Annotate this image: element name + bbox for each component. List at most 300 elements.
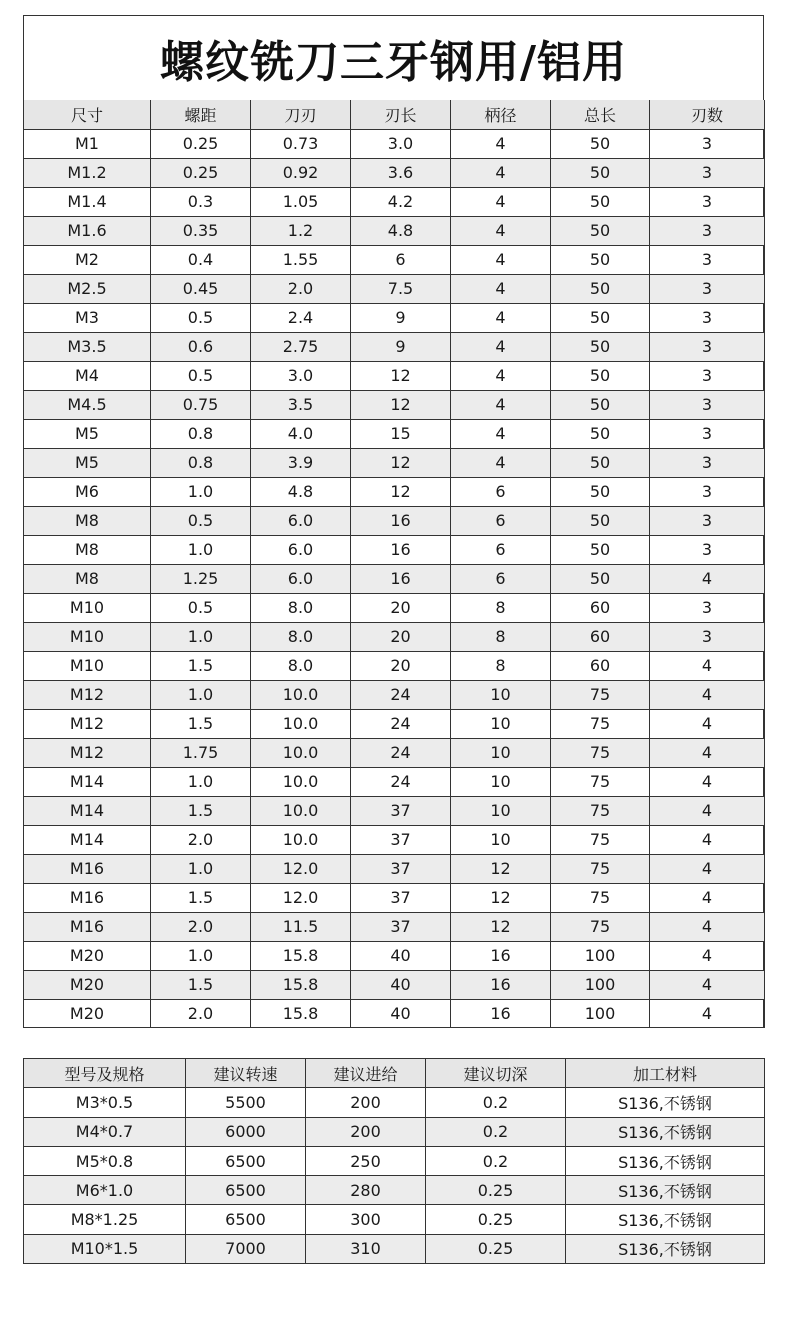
table-cell: 2.4 bbox=[251, 303, 351, 332]
table-row bbox=[24, 738, 765, 767]
table-cell: M2.5 bbox=[24, 274, 151, 303]
table-cell: 20 bbox=[351, 651, 451, 680]
table-cell: 4 bbox=[650, 709, 765, 738]
table-cell: 40 bbox=[351, 941, 451, 970]
table-cell: M2 bbox=[24, 245, 151, 274]
table-cell: 5500 bbox=[186, 1088, 306, 1117]
table-cell: 4 bbox=[650, 883, 765, 912]
table-row bbox=[24, 651, 765, 680]
table-cell: 15.8 bbox=[251, 970, 351, 999]
table-cell: 9 bbox=[351, 303, 451, 332]
table-cell: 75 bbox=[551, 796, 650, 825]
table-cell: S136,不锈钢 bbox=[566, 1117, 765, 1146]
table-cell: 3 bbox=[650, 593, 765, 622]
column-header: 加工材料 bbox=[566, 1059, 765, 1088]
table-cell: 8.0 bbox=[251, 651, 351, 680]
table-cell: M1.4 bbox=[24, 187, 151, 216]
table-row bbox=[24, 912, 765, 941]
table-cell: 10 bbox=[451, 738, 551, 767]
table-cell: 16 bbox=[351, 506, 451, 535]
table-row bbox=[24, 883, 765, 912]
table-cell: 3 bbox=[650, 390, 765, 419]
table-cell: 3 bbox=[650, 506, 765, 535]
table-cell: 4 bbox=[451, 216, 551, 245]
table-cell: 50 bbox=[551, 419, 650, 448]
table-cell: 10 bbox=[451, 767, 551, 796]
table-cell: 0.3 bbox=[151, 187, 251, 216]
table-cell: 4.0 bbox=[251, 419, 351, 448]
table-cell: 0.45 bbox=[151, 274, 251, 303]
table-cell: 6500 bbox=[186, 1176, 306, 1205]
table-cell: 3 bbox=[650, 332, 765, 361]
table-cell: 4 bbox=[451, 390, 551, 419]
table-cell: 4 bbox=[451, 245, 551, 274]
table-cell: M12 bbox=[24, 738, 151, 767]
table-cell: 0.75 bbox=[151, 390, 251, 419]
table-cell: 6500 bbox=[186, 1205, 306, 1234]
table-cell: 75 bbox=[551, 738, 650, 767]
page-title: 螺纹铣刀三牙钢用/铝用 bbox=[24, 16, 763, 101]
table-cell: 6 bbox=[451, 564, 551, 593]
table-row bbox=[24, 332, 765, 361]
table-cell: 20 bbox=[351, 593, 451, 622]
table-cell: 4 bbox=[451, 419, 551, 448]
table-cell: 2.0 bbox=[151, 999, 251, 1028]
table-row bbox=[24, 1205, 765, 1234]
table-cell: 4.2 bbox=[351, 187, 451, 216]
table-cell: 4 bbox=[650, 564, 765, 593]
table-cell: 50 bbox=[551, 187, 650, 216]
table-cell: 0.5 bbox=[151, 303, 251, 332]
table-cell: 3 bbox=[650, 622, 765, 651]
table-row bbox=[24, 622, 765, 651]
table-cell: 50 bbox=[551, 390, 650, 419]
table-cell: 4 bbox=[650, 680, 765, 709]
table-cell: 37 bbox=[351, 796, 451, 825]
table-cell: 12 bbox=[451, 883, 551, 912]
table-cell: 50 bbox=[551, 274, 650, 303]
table-cell: 1.0 bbox=[151, 854, 251, 883]
table-cell: 1.0 bbox=[151, 941, 251, 970]
table-cell: 75 bbox=[551, 912, 650, 941]
table-cell: 0.4 bbox=[151, 245, 251, 274]
table-cell: 1.2 bbox=[251, 216, 351, 245]
table-cell: 10 bbox=[451, 825, 551, 854]
table-cell: 4 bbox=[451, 158, 551, 187]
table-cell: 1.25 bbox=[151, 564, 251, 593]
table-cell: M1.2 bbox=[24, 158, 151, 187]
table-row bbox=[24, 390, 765, 419]
column-header: 刃长 bbox=[351, 100, 451, 129]
table-row bbox=[24, 825, 765, 854]
table-cell: 3.0 bbox=[251, 361, 351, 390]
table-cell: 16 bbox=[451, 999, 551, 1028]
table-cell: 75 bbox=[551, 680, 650, 709]
table-cell: 4 bbox=[451, 187, 551, 216]
header-row bbox=[24, 100, 765, 129]
table-cell: 3 bbox=[650, 477, 765, 506]
table-cell: 12 bbox=[351, 361, 451, 390]
table-cell: 50 bbox=[551, 303, 650, 332]
table-cell: 4 bbox=[451, 361, 551, 390]
column-header: 建议切深 bbox=[426, 1059, 566, 1088]
column-header: 尺寸 bbox=[24, 100, 151, 129]
table-cell: 40 bbox=[351, 999, 451, 1028]
column-header: 刃数 bbox=[650, 100, 765, 129]
table-cell: 4 bbox=[650, 651, 765, 680]
table-cell: 1.5 bbox=[151, 709, 251, 738]
table-cell: M8 bbox=[24, 506, 151, 535]
table-cell: 6 bbox=[451, 506, 551, 535]
table-cell: M3*0.5 bbox=[24, 1088, 186, 1117]
table-cell: 6 bbox=[451, 477, 551, 506]
table-cell: 6.0 bbox=[251, 564, 351, 593]
table-cell: 0.25 bbox=[426, 1234, 566, 1263]
table-cell: 3 bbox=[650, 158, 765, 187]
table-cell: M5*0.8 bbox=[24, 1146, 186, 1175]
table-cell: 4 bbox=[451, 274, 551, 303]
table-cell: 3 bbox=[650, 361, 765, 390]
table-cell: 0.25 bbox=[426, 1176, 566, 1205]
table-cell: 3.5 bbox=[251, 390, 351, 419]
table-cell: 1.55 bbox=[251, 245, 351, 274]
table-cell: M8 bbox=[24, 535, 151, 564]
table-cell: 0.8 bbox=[151, 448, 251, 477]
table-cell: 3 bbox=[650, 187, 765, 216]
table-cell: 1.05 bbox=[251, 187, 351, 216]
table-cell: 50 bbox=[551, 245, 650, 274]
table-row bbox=[24, 767, 765, 796]
column-header: 总长 bbox=[551, 100, 650, 129]
column-header: 螺距 bbox=[151, 100, 251, 129]
table-cell: 1.5 bbox=[151, 883, 251, 912]
table-cell: 6 bbox=[351, 245, 451, 274]
table-cell: 0.92 bbox=[251, 158, 351, 187]
table-row bbox=[24, 564, 765, 593]
table-cell: 4 bbox=[650, 970, 765, 999]
table-cell: 6.0 bbox=[251, 535, 351, 564]
table-cell: 16 bbox=[351, 564, 451, 593]
table-cell: 3.9 bbox=[251, 448, 351, 477]
table-cell: 24 bbox=[351, 767, 451, 796]
table-cell: 50 bbox=[551, 506, 650, 535]
table-cell: 15.8 bbox=[251, 999, 351, 1028]
table-cell: 6500 bbox=[186, 1146, 306, 1175]
table-cell: 10.0 bbox=[251, 709, 351, 738]
table-cell: M5 bbox=[24, 448, 151, 477]
table-cell: 60 bbox=[551, 593, 650, 622]
table-cell: 0.2 bbox=[426, 1088, 566, 1117]
table-cell: 8 bbox=[451, 593, 551, 622]
table-cell: 0.2 bbox=[426, 1146, 566, 1175]
table-cell: 75 bbox=[551, 767, 650, 796]
table-cell: 0.5 bbox=[151, 593, 251, 622]
table-cell: 3 bbox=[650, 274, 765, 303]
table-row bbox=[24, 854, 765, 883]
table-cell: 8.0 bbox=[251, 622, 351, 651]
table-row bbox=[24, 999, 765, 1028]
table-row bbox=[24, 1146, 765, 1175]
table-cell: 8 bbox=[451, 622, 551, 651]
table-cell: 200 bbox=[306, 1088, 426, 1117]
table-row bbox=[24, 216, 765, 245]
table-cell: M14 bbox=[24, 767, 151, 796]
table-cell: 3 bbox=[650, 216, 765, 245]
table-cell: M20 bbox=[24, 941, 151, 970]
table-cell: 12 bbox=[451, 854, 551, 883]
table-cell: 3 bbox=[650, 129, 765, 158]
table-cell: 10 bbox=[451, 796, 551, 825]
table-cell: M5 bbox=[24, 419, 151, 448]
table-cell: 3 bbox=[650, 245, 765, 274]
table-cell: M14 bbox=[24, 796, 151, 825]
table-cell: M20 bbox=[24, 999, 151, 1028]
table-cell: 2.0 bbox=[151, 825, 251, 854]
table-cell: 0.2 bbox=[426, 1117, 566, 1146]
table-cell: 1.5 bbox=[151, 796, 251, 825]
table-cell: 60 bbox=[551, 651, 650, 680]
table-cell: 300 bbox=[306, 1205, 426, 1234]
table-cell: 50 bbox=[551, 129, 650, 158]
table-cell: 6000 bbox=[186, 1117, 306, 1146]
table-cell: M8 bbox=[24, 564, 151, 593]
table-cell: 16 bbox=[451, 970, 551, 999]
table-cell: 24 bbox=[351, 680, 451, 709]
table-row bbox=[24, 274, 765, 303]
table-row bbox=[24, 709, 765, 738]
table-cell: 2.75 bbox=[251, 332, 351, 361]
table-cell: 1.0 bbox=[151, 477, 251, 506]
table-cell: 24 bbox=[351, 738, 451, 767]
table-cell: 200 bbox=[306, 1117, 426, 1146]
table-cell: 50 bbox=[551, 361, 650, 390]
table-cell: M1.6 bbox=[24, 216, 151, 245]
table-cell: 50 bbox=[551, 535, 650, 564]
table-cell: 12.0 bbox=[251, 883, 351, 912]
table-cell: 75 bbox=[551, 825, 650, 854]
table-cell: 37 bbox=[351, 825, 451, 854]
table-cell: 75 bbox=[551, 854, 650, 883]
table-cell: 2.0 bbox=[151, 912, 251, 941]
spec-table-container bbox=[23, 15, 764, 1028]
table-cell: M4.5 bbox=[24, 390, 151, 419]
table-cell: 16 bbox=[451, 941, 551, 970]
table-cell: 1.0 bbox=[151, 535, 251, 564]
table-cell: 15 bbox=[351, 419, 451, 448]
table-cell: 50 bbox=[551, 332, 650, 361]
table-cell: 310 bbox=[306, 1234, 426, 1263]
table-cell: M16 bbox=[24, 883, 151, 912]
table-row bbox=[24, 419, 765, 448]
table-row bbox=[24, 158, 765, 187]
table-cell: 50 bbox=[551, 216, 650, 245]
column-header: 刀刃 bbox=[251, 100, 351, 129]
table-cell: 4 bbox=[650, 912, 765, 941]
param-table-container bbox=[23, 1058, 764, 1264]
table-cell: 10 bbox=[451, 709, 551, 738]
table-cell: 10.0 bbox=[251, 738, 351, 767]
table-cell: 10.0 bbox=[251, 796, 351, 825]
table-cell: 37 bbox=[351, 912, 451, 941]
table-cell: 4 bbox=[650, 854, 765, 883]
table-cell: 2.0 bbox=[251, 274, 351, 303]
table-cell: M3 bbox=[24, 303, 151, 332]
table-cell: S136,不锈钢 bbox=[566, 1146, 765, 1175]
table-cell: M16 bbox=[24, 854, 151, 883]
table-cell: 15.8 bbox=[251, 941, 351, 970]
table-cell: 3.0 bbox=[351, 129, 451, 158]
table-cell: 12 bbox=[351, 477, 451, 506]
table-cell: 75 bbox=[551, 709, 650, 738]
table-cell: 4.8 bbox=[351, 216, 451, 245]
table-cell: 0.6 bbox=[151, 332, 251, 361]
table-cell: 37 bbox=[351, 854, 451, 883]
table-cell: S136,不锈钢 bbox=[566, 1176, 765, 1205]
table-cell: 0.35 bbox=[151, 216, 251, 245]
table-cell: M12 bbox=[24, 680, 151, 709]
table-row bbox=[24, 1117, 765, 1146]
table-cell: 4 bbox=[451, 129, 551, 158]
table-cell: M12 bbox=[24, 709, 151, 738]
table-cell: 4 bbox=[650, 999, 765, 1028]
column-header: 柄径 bbox=[451, 100, 551, 129]
table-cell: M3.5 bbox=[24, 332, 151, 361]
table-cell: 20 bbox=[351, 622, 451, 651]
table-cell: 6 bbox=[451, 535, 551, 564]
table-cell: 4 bbox=[650, 941, 765, 970]
table-cell: 50 bbox=[551, 448, 650, 477]
table-cell: M14 bbox=[24, 825, 151, 854]
table-row bbox=[24, 535, 765, 564]
spec-table bbox=[23, 100, 765, 1028]
table-cell: 1.0 bbox=[151, 767, 251, 796]
table-cell: 100 bbox=[551, 970, 650, 999]
table-cell: S136,不锈钢 bbox=[566, 1234, 765, 1263]
table-cell: 16 bbox=[351, 535, 451, 564]
table-row bbox=[24, 1176, 765, 1205]
table-cell: 1.0 bbox=[151, 622, 251, 651]
table-cell: 10.0 bbox=[251, 680, 351, 709]
table-cell: 4 bbox=[650, 738, 765, 767]
table-cell: M20 bbox=[24, 970, 151, 999]
header-row bbox=[24, 1059, 765, 1088]
table-row bbox=[24, 593, 765, 622]
table-cell: 4 bbox=[451, 303, 551, 332]
table-row bbox=[24, 477, 765, 506]
table-cell: 3 bbox=[650, 448, 765, 477]
table-cell: 4 bbox=[650, 796, 765, 825]
table-cell: 12 bbox=[351, 448, 451, 477]
table-cell: 0.25 bbox=[151, 158, 251, 187]
table-row bbox=[24, 506, 765, 535]
table-cell: 1.5 bbox=[151, 651, 251, 680]
column-header: 建议转速 bbox=[186, 1059, 306, 1088]
column-header: 建议进给 bbox=[306, 1059, 426, 1088]
table-row bbox=[24, 448, 765, 477]
table-cell: 4 bbox=[451, 332, 551, 361]
table-cell: 8.0 bbox=[251, 593, 351, 622]
table-cell: S136,不锈钢 bbox=[566, 1088, 765, 1117]
table-row bbox=[24, 187, 765, 216]
table-cell: M10 bbox=[24, 622, 151, 651]
table-cell: 0.5 bbox=[151, 361, 251, 390]
table-cell: 1.0 bbox=[151, 680, 251, 709]
table-cell: 60 bbox=[551, 622, 650, 651]
table-cell: 6.0 bbox=[251, 506, 351, 535]
table-cell: 4 bbox=[650, 825, 765, 854]
table-cell: 7000 bbox=[186, 1234, 306, 1263]
table-cell: 100 bbox=[551, 941, 650, 970]
table-cell: 3.6 bbox=[351, 158, 451, 187]
table-cell: 0.8 bbox=[151, 419, 251, 448]
table-cell: 7.5 bbox=[351, 274, 451, 303]
table-cell: M10 bbox=[24, 593, 151, 622]
table-cell: 1.75 bbox=[151, 738, 251, 767]
table-cell: M6*1.0 bbox=[24, 1176, 186, 1205]
table-cell: 12 bbox=[351, 390, 451, 419]
table-row bbox=[24, 1088, 765, 1117]
table-row bbox=[24, 129, 765, 158]
table-cell: 10.0 bbox=[251, 825, 351, 854]
table-cell: 37 bbox=[351, 883, 451, 912]
table-cell: 4 bbox=[451, 448, 551, 477]
table-row bbox=[24, 680, 765, 709]
table-cell: 4.8 bbox=[251, 477, 351, 506]
table-cell: M10 bbox=[24, 651, 151, 680]
table-cell: 3 bbox=[650, 419, 765, 448]
table-cell: M16 bbox=[24, 912, 151, 941]
table-cell: 8 bbox=[451, 651, 551, 680]
param-table bbox=[23, 1058, 765, 1264]
table-cell: 0.25 bbox=[426, 1205, 566, 1234]
table-cell: 50 bbox=[551, 564, 650, 593]
table-cell: M4 bbox=[24, 361, 151, 390]
table-cell: 11.5 bbox=[251, 912, 351, 941]
table-row bbox=[24, 941, 765, 970]
table-cell: 50 bbox=[551, 477, 650, 506]
table-cell: 10 bbox=[451, 680, 551, 709]
table-cell: 250 bbox=[306, 1146, 426, 1175]
table-row bbox=[24, 970, 765, 999]
table-cell: 50 bbox=[551, 158, 650, 187]
table-row bbox=[24, 1234, 765, 1263]
table-cell: 9 bbox=[351, 332, 451, 361]
table-row bbox=[24, 303, 765, 332]
table-cell: S136,不锈钢 bbox=[566, 1205, 765, 1234]
table-cell: M1 bbox=[24, 129, 151, 158]
table-cell: 12 bbox=[451, 912, 551, 941]
table-cell: M8*1.25 bbox=[24, 1205, 186, 1234]
table-cell: 3 bbox=[650, 535, 765, 564]
table-cell: 12.0 bbox=[251, 854, 351, 883]
column-header: 型号及规格 bbox=[24, 1059, 186, 1088]
table-cell: M6 bbox=[24, 477, 151, 506]
table-cell: 10.0 bbox=[251, 767, 351, 796]
table-cell: 280 bbox=[306, 1176, 426, 1205]
table-cell: M4*0.7 bbox=[24, 1117, 186, 1146]
table-cell: 4 bbox=[650, 767, 765, 796]
table-cell: 75 bbox=[551, 883, 650, 912]
table-cell: 1.5 bbox=[151, 970, 251, 999]
table-cell: 3 bbox=[650, 303, 765, 332]
table-cell: 24 bbox=[351, 709, 451, 738]
table-cell: 40 bbox=[351, 970, 451, 999]
table-row bbox=[24, 796, 765, 825]
table-cell: 100 bbox=[551, 999, 650, 1028]
table-cell: 0.73 bbox=[251, 129, 351, 158]
table-cell: 0.5 bbox=[151, 506, 251, 535]
table-row bbox=[24, 361, 765, 390]
